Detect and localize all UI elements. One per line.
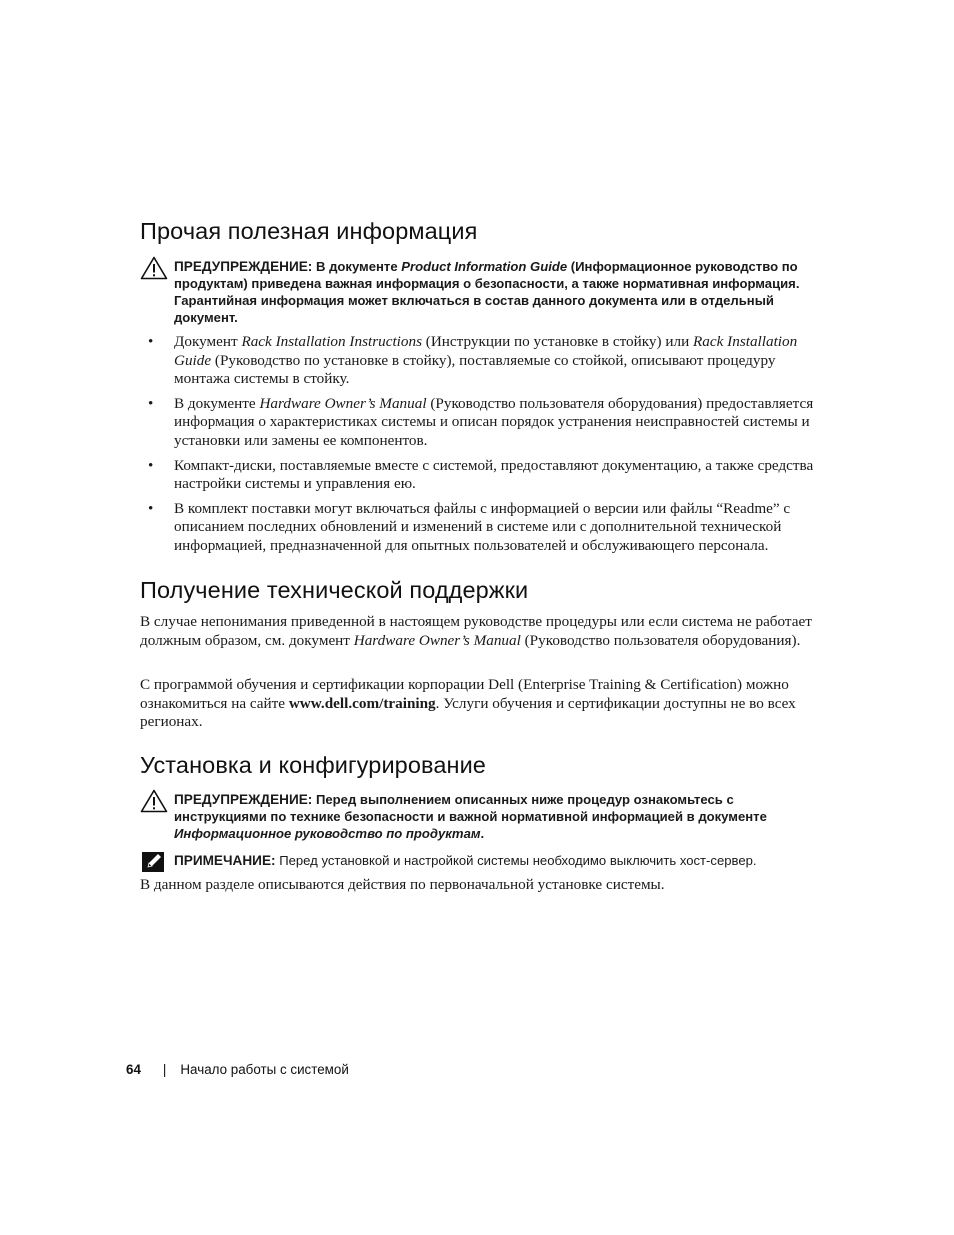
warning-notice-2 <box>140 791 815 842</box>
section-title-tech-support: Получение технической поддержки <box>140 577 529 603</box>
note-text: ПРИМЕЧАНИЕ: Перед установкой и настройкой системы необходимо выключить хост-сервер. <box>174 853 757 868</box>
warning-text-1: ПРЕДУПРЕЖДЕНИЕ: В документе Product Information Guide (Информационное руководство по продуктам) приведена важная информация о безопасности, а также нормативная информация. Гарантийная информация может включаться в состав данного документа или в отдельный документ. <box>174 259 800 325</box>
page-number: 64 <box>126 1062 141 1077</box>
pencil-note-icon <box>140 850 168 874</box>
warning-notice-1 <box>140 258 815 326</box>
setup-paragraph: В данном разделе описываются действия по первоначальной установке системы. <box>140 876 665 893</box>
support-paragraph-2: С программой обучения и сертификации корпорации Dell (Enterprise Training & Certification) можно ознакомиться на сайте www.dell.com/training. Услуги обучения и сертификации доступны не во всех регионах. <box>140 676 796 731</box>
warning-triangle-icon <box>140 256 168 280</box>
warning-label: ПРЕДУПРЕЖДЕНИЕ: <box>174 259 313 274</box>
section-title-other-info: Прочая полезная информация <box>140 218 478 244</box>
page-footer <box>126 1062 349 1077</box>
warning-triangle-icon <box>140 789 168 813</box>
info-bullet-list <box>140 333 815 562</box>
training-link[interactable]: www.dell.com/training <box>288 694 436 712</box>
list-item: • Документ Rack Installation Instructions (Инструкции по установке в стойку) или Rack Installation Guide (Руководство по установке в стойку), поставляемые со стойкой, описывают процедуру монтажа системы в стойку. <box>148 333 798 388</box>
list-item: • Компакт-диски, поставляемые вместе с системой, предоставляют документацию, а также средства настройки системы и управления ею. <box>148 456 814 493</box>
footer-separator: | <box>162 1062 167 1077</box>
list-item: • В комплект поставки могут включаться файлы с информацией о версии или файлы “Readme” с описанием последних обновлений и изменений в системе или с дополнительной технической информацией, предназначенной для опытных пользователей и обслуживающего персонала. <box>148 499 791 554</box>
warning-label: ПРЕДУПРЕЖДЕНИЕ: <box>174 792 313 807</box>
support-paragraph-1: В случае непонимания приведенной в настоящем руководстве процедуры или если система не работает должным образом, см. документ Hardware Owner’s Manual (Руководство пользователя оборудования). <box>140 613 812 649</box>
chapter-title: Начало работы с системой <box>180 1062 349 1077</box>
note-label: ПРИМЕЧАНИЕ: <box>174 853 276 868</box>
list-item: • В документе Hardware Owner’s Manual (Руководство пользователя оборудования) предоставляется информация о характеристиках системы и описан порядок устранения неисправностей системы и установки или замены ее компонентов. <box>148 394 814 449</box>
note-notice <box>140 852 815 869</box>
section-title-setup: Установка и конфигурирование <box>140 752 486 778</box>
warning-text-2: ПРЕДУПРЕЖДЕНИЕ: Перед выполнением описанных ниже процедур ознакомьтесь с инструкциями по технике безопасности и важной нормативной информацией в документе Информационное руководство по продуктам. <box>174 792 767 841</box>
